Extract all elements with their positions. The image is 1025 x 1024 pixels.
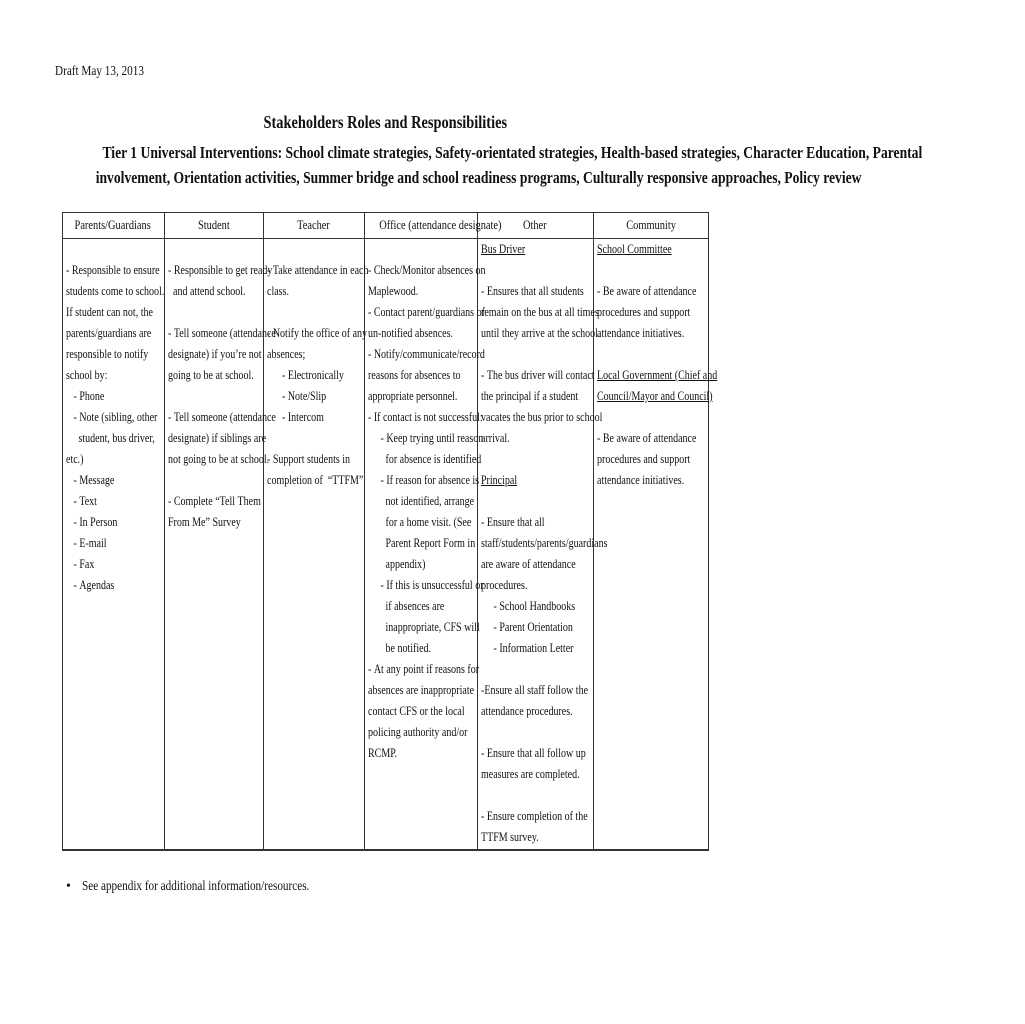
cell-text: - Ensure that all — [481, 515, 545, 529]
cell-text-line — [66, 365, 143, 386]
cell-text: Council/Mayor and Council) — [597, 389, 713, 403]
cell-text-line — [66, 302, 153, 323]
cell-text-line — [481, 554, 576, 575]
cell-text: Maplewood. — [368, 284, 419, 298]
cell-text-line — [66, 554, 143, 575]
cell-text: RCMP. — [368, 746, 398, 760]
cell-text-line — [481, 281, 584, 302]
cell-text-line — [168, 512, 242, 533]
cell-text: procedures. — [481, 578, 528, 592]
cell-text-line — [267, 239, 343, 260]
cell-text-line — [481, 407, 603, 428]
cell-text-line — [368, 575, 484, 596]
header-teacher — [263, 217, 364, 237]
cell-text: - If contact is not successful: — [368, 410, 483, 424]
cell-text-line — [66, 470, 143, 491]
cell-text-line — [597, 323, 685, 344]
cell-text-line — [368, 638, 454, 659]
cell-text: - E-mail — [66, 536, 107, 550]
cell-text: School Committee — [597, 242, 672, 256]
cell-text-line — [368, 554, 454, 575]
cell-text-line — [168, 386, 242, 407]
cell-text-line — [66, 260, 160, 281]
cell-text-line — [597, 407, 685, 428]
cell-subheading — [481, 470, 569, 491]
cell-text-line — [66, 575, 143, 596]
cell-text-line — [168, 365, 254, 386]
cell-text-line — [267, 470, 364, 491]
cell-text-line — [168, 428, 267, 449]
cell-text: staff/students/parents/guardians — [481, 536, 608, 550]
cell-text-line — [168, 302, 242, 323]
cell-text-line — [168, 323, 276, 344]
cell-text-line — [368, 281, 454, 302]
cell-text-line — [481, 617, 573, 638]
cell-text-line — [481, 533, 608, 554]
header-parents-guardians — [62, 217, 164, 237]
cell-text: - Ensure that all follow up — [481, 746, 586, 760]
cell-text-line — [481, 512, 569, 533]
cell-office — [368, 239, 486, 764]
cell-text: - Text — [66, 494, 97, 508]
cell-text-line — [66, 533, 143, 554]
cell-text-line — [267, 281, 343, 302]
cell-text-line — [481, 722, 569, 743]
cell-text: - Tell someone (attendance — [168, 410, 276, 424]
cell-text-line — [168, 281, 246, 302]
cell-text-line — [597, 344, 685, 365]
cell-text-line — [481, 596, 576, 617]
cell-text: not identified, arrange — [368, 494, 475, 508]
column-divider — [364, 212, 365, 851]
cell-text: - Check/Monitor absences on — [368, 263, 486, 277]
cell-text: etc.) — [66, 452, 84, 466]
header-community — [593, 217, 709, 237]
cell-text-line — [267, 449, 351, 470]
header-label: Other — [523, 217, 547, 232]
cell-text: designate) if siblings are — [168, 431, 267, 445]
cell-text: attendance procedures. — [481, 704, 573, 718]
cell-subheading — [597, 365, 718, 386]
cell-text: absences; — [267, 347, 306, 361]
cell-text: contact CFS or the local — [368, 704, 465, 718]
cell-text: - Notify/communicate/record — [368, 347, 485, 361]
cell-text: class. — [267, 284, 289, 298]
cell-text: - In Person — [66, 515, 118, 529]
cell-text: until they arrive at the school. — [481, 326, 601, 340]
cell-subheading — [597, 386, 713, 407]
document-title — [0, 112, 770, 133]
header-label: Parents/Guardians — [74, 217, 152, 232]
cell-text-line — [66, 428, 155, 449]
cell-text: going to be at school. — [168, 368, 254, 382]
cell-text-line — [368, 449, 482, 470]
cell-text-line — [481, 449, 569, 470]
cell-text: student, bus driver, — [66, 431, 155, 445]
cell-text: completion of “TTFM” — [267, 473, 364, 487]
cell-text-line — [168, 470, 242, 491]
cell-text: - Be aware of attendance — [597, 431, 697, 445]
cell-text: - Phone — [66, 389, 105, 403]
cell-text-line — [267, 323, 368, 344]
cell-text-line — [168, 239, 242, 260]
cell-text-line — [481, 365, 595, 386]
cell-text: un-notified absences. — [368, 326, 453, 340]
cell-text-line — [481, 638, 574, 659]
cell-text-line — [66, 407, 158, 428]
cell-text-line — [481, 659, 569, 680]
cell-text: - Take attendance in each — [267, 263, 369, 277]
cell-text-line — [481, 701, 573, 722]
cell-text: - Ensures that all students — [481, 284, 584, 298]
cell-text-line — [597, 449, 691, 470]
cell-text-line — [481, 575, 569, 596]
cell-text: Local Government (Chief and — [597, 368, 718, 382]
cell-text-line — [66, 386, 143, 407]
header-student — [164, 217, 263, 237]
cell-text-line — [368, 365, 461, 386]
cell-text: absences are inappropriate — [368, 683, 475, 697]
header-other — [477, 217, 593, 237]
cell-text-line — [66, 323, 152, 344]
cell-text: Bus Driver — [481, 242, 526, 256]
cell-text: - Support students in — [267, 452, 351, 466]
cell-text: parents/guardians are — [66, 326, 152, 340]
cell-text-line — [597, 428, 697, 449]
cell-text: inappropriate, CFS will — [368, 620, 480, 634]
cell-text: students come to school. — [66, 284, 165, 298]
cell-text-line — [368, 260, 486, 281]
cell-text-line — [368, 722, 468, 743]
cell-text-line — [368, 239, 454, 260]
cell-text: measures are completed. — [481, 767, 580, 781]
cell-text: responsible to notify — [66, 347, 149, 361]
cell-text: - Be aware of attendance — [597, 284, 697, 298]
cell-text: - Responsible to get ready — [168, 263, 273, 277]
cell-text: are aware of attendance — [481, 557, 576, 571]
document-title-text: Stakeholders Roles and Responsibilities — [263, 112, 507, 132]
cell-text: appropriate personnel. — [368, 389, 458, 403]
cell-text-line — [597, 470, 685, 491]
cell-text-line — [481, 344, 569, 365]
cell-text: - Contact parent/guardians of — [368, 305, 485, 319]
cell-text: Principal — [481, 473, 518, 487]
column-divider — [164, 212, 165, 851]
cell-text: attendance initiatives. — [597, 326, 685, 340]
cell-subheading — [481, 239, 569, 260]
cell-text-line — [368, 701, 465, 722]
cell-text-line — [168, 407, 276, 428]
cell-text: - Complete “Tell Them — [168, 494, 261, 508]
cell-text: reasons for absences to — [368, 368, 461, 382]
cell-text-line — [481, 386, 579, 407]
draft-date: Draft May 13, 2013 — [55, 64, 144, 79]
cell-text-line — [66, 239, 143, 260]
cell-text-line — [168, 449, 270, 470]
cell-text-line — [368, 344, 485, 365]
subtitle-line-2-text: involvement, Orientation activities, Summer bridge and school readiness programs, Culturally responsive approaches, Policy review — [95, 168, 862, 187]
cell-text-line — [368, 533, 476, 554]
header-label: Student — [197, 217, 230, 232]
cell-text-line — [168, 260, 273, 281]
cell-teacher — [267, 239, 369, 491]
cell-text: Parent Report Form in — [368, 536, 476, 550]
bullet-icon: • — [66, 879, 71, 894]
cell-text-line — [168, 491, 261, 512]
cell-text-line — [481, 260, 569, 281]
cell-text-line — [481, 806, 588, 827]
cell-text: - Intercom — [267, 410, 324, 424]
cell-text: procedures and support — [597, 452, 691, 466]
cell-text: -Ensure all staff follow the — [481, 683, 589, 697]
cell-text-line — [66, 449, 143, 470]
cell-text: - Note (sibling, other — [66, 410, 158, 424]
cell-text: designate) if you’re not — [168, 347, 262, 361]
cell-text-line — [597, 281, 697, 302]
cell-text-line — [368, 323, 454, 344]
cell-text: - Ensure completion of the — [481, 809, 588, 823]
cell-text-line — [267, 260, 369, 281]
footnote-text: See appendix for additional information/resources. — [82, 879, 310, 894]
cell-text: - Fax — [66, 557, 95, 571]
cell-text: - Note/Slip — [267, 389, 327, 403]
cell-text-line — [267, 407, 343, 428]
cell-text-line — [481, 428, 569, 449]
cell-text: - Information Letter — [481, 641, 574, 655]
cell-text-line — [597, 260, 685, 281]
cell-text: remain on the bus at all times — [481, 305, 599, 319]
cell-text: From Me” Survey — [168, 515, 241, 529]
cell-text-line — [368, 512, 472, 533]
cell-text-line — [481, 491, 569, 512]
cell-text: - Responsible to ensure — [66, 263, 160, 277]
cell-text-line — [66, 512, 143, 533]
cell-text-line — [481, 302, 599, 323]
header-label: Community — [626, 217, 676, 232]
cell-parents-guardians — [66, 239, 165, 596]
cell-text-line — [368, 617, 480, 638]
cell-community — [597, 239, 718, 491]
cell-text: procedures and support — [597, 305, 691, 319]
cell-text-line — [267, 428, 343, 449]
cell-text-line — [368, 386, 458, 407]
cell-text-line — [481, 323, 601, 344]
cell-text-line — [267, 365, 343, 386]
cell-text: and attend school. — [168, 284, 246, 298]
cell-text: school by: — [66, 368, 108, 382]
subtitle-line-1 — [0, 143, 923, 163]
cell-text: appendix) — [368, 557, 426, 571]
cell-text: - If this is unsuccessful or — [368, 578, 484, 592]
cell-text-line — [481, 743, 586, 764]
cell-text-line — [66, 281, 165, 302]
cell-text-line — [481, 764, 580, 785]
cell-text-line — [368, 407, 483, 428]
cell-text-line — [368, 596, 454, 617]
cell-text: for a home visit. (See — [368, 515, 472, 529]
cell-text-line — [368, 680, 475, 701]
cell-text: If student can not, the — [66, 305, 153, 319]
cell-text: policing authority and/or — [368, 725, 468, 739]
cell-text: - Agendas — [66, 578, 115, 592]
cell-text: - If reason for absence is — [368, 473, 480, 487]
cell-text-line — [481, 680, 589, 701]
cell-text: - Keep trying until reason — [368, 431, 484, 445]
cell-text-line — [368, 470, 480, 491]
cell-text: not going to be at school. — [168, 452, 270, 466]
subtitle-line-1-text: Tier 1 Universal Interventions: School climate strategies, Safety-orientated strategies, Health-based strategies, Character Education, Parental — [102, 143, 923, 162]
cell-text: if absences are — [368, 599, 445, 613]
cell-text: TTFM survey. — [481, 830, 539, 844]
cell-text: arrival. — [481, 431, 510, 445]
header-label: Office (attendance designate) — [379, 217, 502, 232]
cell-text: the principal if a student — [481, 389, 579, 403]
cell-text: - The bus driver will contact — [481, 368, 595, 382]
subtitle-line-2 — [0, 168, 862, 188]
cell-text: - School Handbooks — [481, 599, 576, 613]
footnote — [66, 879, 366, 895]
cell-text-line — [66, 491, 143, 512]
cell-text-line — [267, 344, 343, 365]
cell-text: - Electronically — [267, 368, 344, 382]
header-office — [364, 217, 502, 237]
cell-text-line — [267, 302, 343, 323]
cell-text-line — [481, 827, 569, 848]
cell-text: - Notify the office of any — [267, 326, 368, 340]
cell-student — [168, 239, 276, 533]
cell-text-line — [267, 386, 343, 407]
cell-text-line — [168, 344, 262, 365]
cell-text: - Message — [66, 473, 115, 487]
cell-text-line — [368, 491, 475, 512]
header-label: Teacher — [297, 217, 330, 232]
cell-text-line — [597, 302, 691, 323]
column-divider — [263, 212, 264, 851]
cell-text: - Tell someone (attendance — [168, 326, 276, 340]
cell-text-line — [368, 743, 454, 764]
cell-text-line — [368, 302, 485, 323]
cell-text: - At any point if reasons for — [368, 662, 480, 676]
cell-text-line — [66, 344, 149, 365]
cell-text-line — [368, 659, 480, 680]
cell-other — [481, 239, 608, 848]
cell-text-line — [368, 428, 484, 449]
cell-text: be notified. — [368, 641, 432, 655]
cell-text-line — [481, 785, 569, 806]
cell-subheading — [597, 239, 685, 260]
cell-text: for absence is identified — [368, 452, 482, 466]
cell-text: attendance initiatives. — [597, 473, 685, 487]
cell-text: vacates the bus prior to school — [481, 410, 603, 424]
cell-text: - Parent Orientation — [481, 620, 573, 634]
